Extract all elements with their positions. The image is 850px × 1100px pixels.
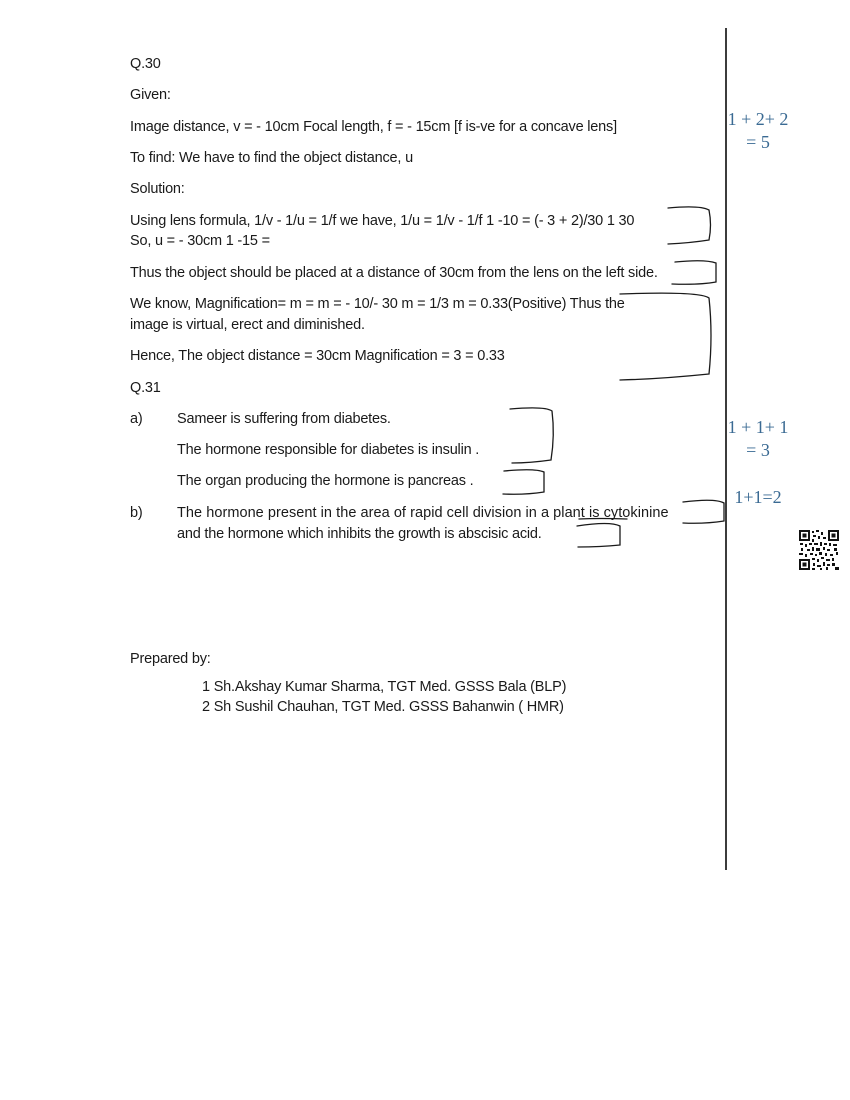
q31a-marks-line2: = 3	[746, 440, 770, 460]
prepared-by-person-1: 1 Sh.Akshay Kumar Sharma, TGT Med. GSSS Bala (BLP)	[202, 679, 567, 695]
bracket-a-lines	[510, 408, 553, 463]
bracket-placement	[672, 261, 716, 285]
q31-a-line2: The hormone responsible for diabetes is insulin .	[177, 442, 480, 458]
bracket-lens-formula	[668, 207, 711, 244]
underline-a-plant	[579, 519, 627, 520]
q30-marks-line2: = 5	[746, 132, 770, 152]
q31b-marks: 1+1=2	[734, 487, 782, 507]
q31-a-line1: Sameer is suffering from diabetes.	[177, 411, 391, 427]
q30-magnification-line2: image is virtual, erect and diminished.	[130, 317, 365, 333]
bracket-abscisic	[577, 524, 620, 548]
q31-b-line1: The hormone present in the area of rapid cell division in a plant is cytokinine	[177, 505, 669, 521]
q31-a-line3: The organ producing the hormone is pancreas .	[177, 473, 474, 489]
q31a-marks-line1: 1 + 1+ 1	[727, 417, 789, 437]
q31-b-line2: and the hormone which inhibits the growth is abscisic acid.	[177, 526, 542, 542]
bracket-pancreas	[503, 470, 544, 495]
bracket-magnification	[620, 293, 711, 380]
q30-hence: Hence, The object distance = 30cm Magnification = 3 = 0.33	[130, 348, 505, 364]
prepared-by-heading: Prepared by:	[130, 651, 211, 667]
q30-marks-line1: 1 + 2+ 2	[727, 109, 789, 129]
q31-part-a-label: a)	[130, 411, 143, 427]
qr-code-icon	[799, 530, 839, 570]
q30-lens-formula-line2: So, u = - 30cm 1 -15 =	[130, 233, 270, 249]
bracket-cytokinine	[683, 500, 724, 523]
q30-solution-heading: Solution:	[130, 181, 185, 197]
prepared-by-person-2: 2 Sh Sushil Chauhan, TGT Med. GSSS Bahanwin ( HMR)	[202, 699, 564, 715]
q30-placement: Thus the object should be placed at a distance of 30cm from the lens on the left side.	[130, 265, 658, 281]
q31-part-b-label: b)	[130, 505, 143, 521]
q30-given-heading: Given:	[130, 87, 171, 103]
q31-number: Q.31	[130, 380, 161, 396]
q30-number: Q.30	[130, 56, 161, 72]
q30-image-distance: Image distance, v = - 10cm Focal length, f = - 15cm [f is-ve for a concave lens]	[130, 119, 617, 135]
q30-to-find: To find: We have to find the object distance, u	[130, 150, 413, 166]
q30-magnification-line1: We know, Magnification= m = m = - 10/- 30 m = 1/3 m = 0.33(Positive) Thus the	[130, 296, 625, 312]
q30-lens-formula-line1: Using lens formula, 1/v - 1/u = 1/f we have, 1/u = 1/v - 1/f 1 -10 = (- 3 + 2)/30 1 30	[130, 213, 635, 229]
